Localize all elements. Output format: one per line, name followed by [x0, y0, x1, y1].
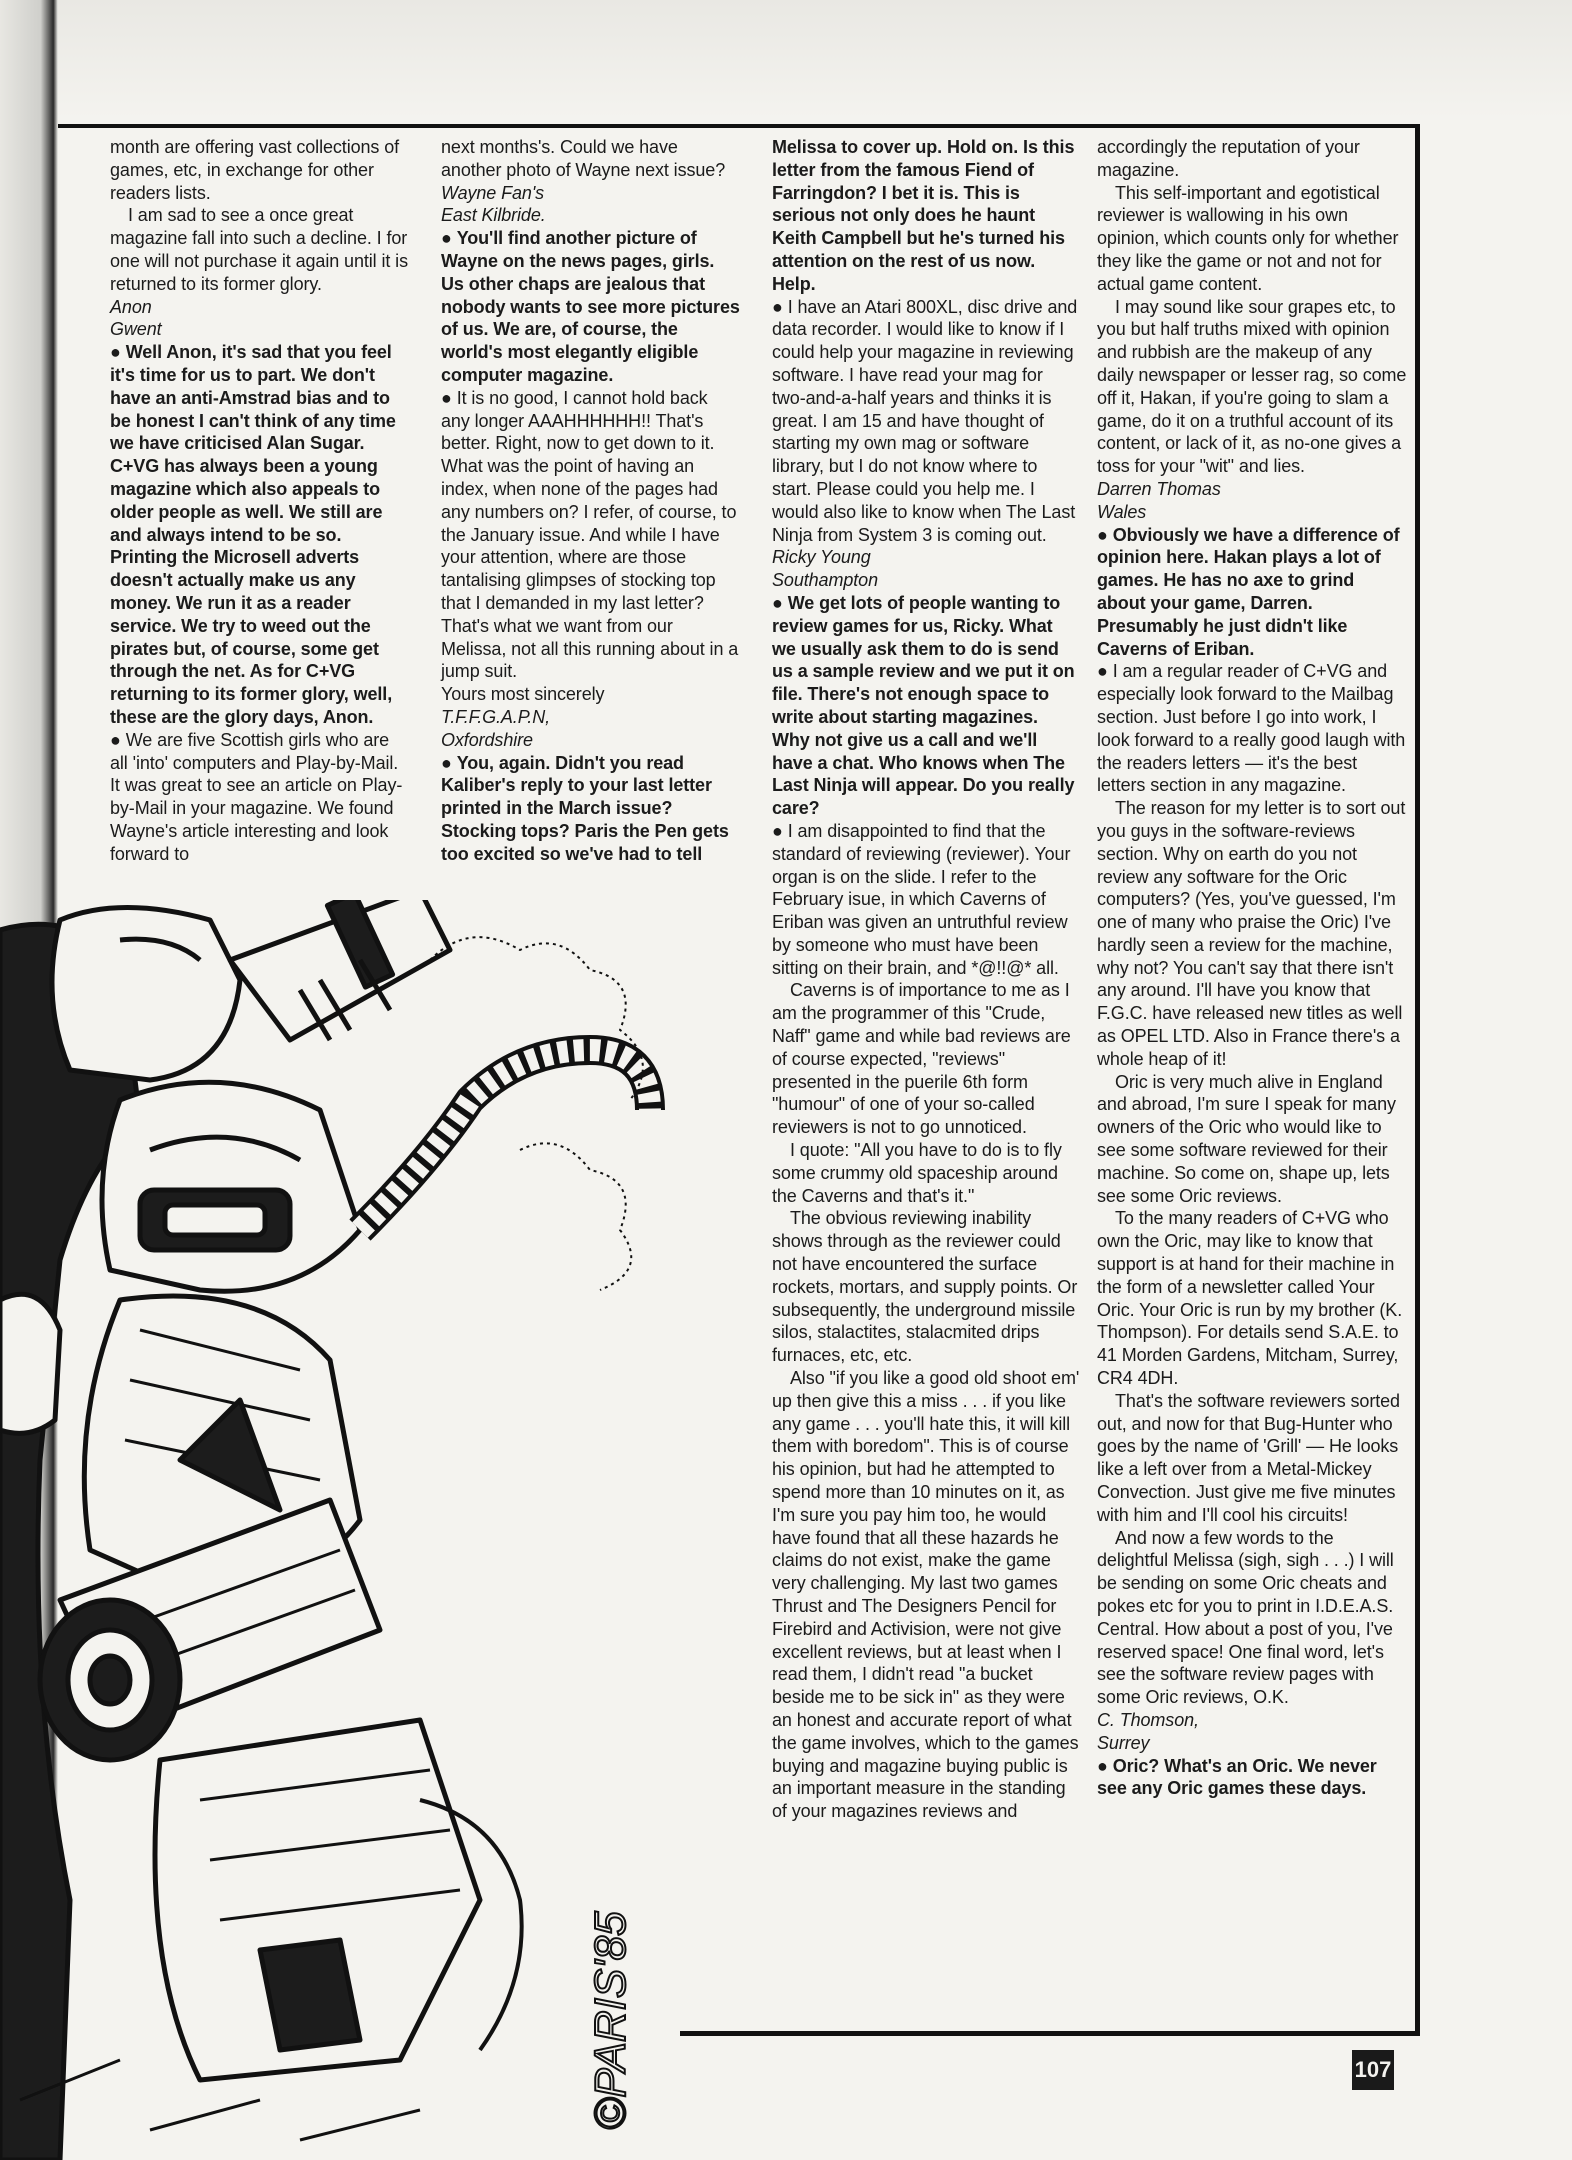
letter-signature: T.F.F.G.A.P.N,: [441, 706, 550, 727]
letter-signature: Southampton: [772, 570, 878, 591]
letter-paragraph: ● I am a regular reader of C+VG and especially look forward to the Mailbag section. Just before I go into work, I look forward to a really good laugh with the readers letters — it's the best letters section in any magazine.: [1097, 660, 1407, 797]
letters-column-2: [441, 136, 741, 866]
letter-paragraph: ● It is no good, I cannot hold back any longer AAAHHHHHH!! That's better. Right, now to get down to it. What was the point of having an index, when none of the pages had any numbers on? I refer, of course, to the January issue. And while I have your attention, where are those tantalising glimpses of stocking top that I demanded in my last letter? That's what we want from our Melissa, not all this running about in a jump suit.: [441, 387, 741, 683]
frame-rule-bottom: [680, 2031, 1420, 2036]
letter-paragraph: Also "if you like a good old shoot em' up then give this a miss . . . if you like any game . . . you'll hate this, it will kill them with boredom". This is of course his opinion, but had he attempted to spend more than 10 minutes on it, as I'm sure you pay him too, he would have found that all these hazards he claims do not exist, make the game very challenging. My last two games Thrust and The Designers Pencil for Firebird and Activision, were not give excellent reviews, but at least when I read them, I didn't read "a bucket beside me to be sick in" as they were an honest and accurate report of what the game involves, which to the games buying and magazine buying public is an important measure in the standing of your magazines reviews and: [772, 1368, 1080, 1822]
letter-signature: Gwent: [110, 319, 162, 340]
letter-paragraph: ● We are five Scottish girls who are all 'into' computers and Play-by-Mail. It was great to see an article on Play-by-Mail in your magazine. We found Wayne's article interesting and look forward to: [110, 729, 410, 866]
letter-signature: Surrey: [1097, 1732, 1150, 1753]
editor-reply: ● We get lots of people wanting to review games for us, Ricky. What we usually ask them to do is send us a sample review and we put it on file. There's not enough space to write about starting magazines. Why not give us a call and we'll have a chat. Who knows when The Last Ninja will appear. Do you really care?: [772, 592, 1080, 820]
letter-paragraph: The obvious reviewing inability shows through as the reviewer could not have encountered the surface rockets, mortars, and supply points. Or subsequently, the underground missile silos, stalactites, stalacmited drips furnaces, etc, etc.: [772, 1208, 1078, 1366]
letter-signature: C. Thomson,: [1097, 1709, 1199, 1730]
letter-paragraph: To the many readers of C+VG who own the Oric, may like to know that support is at hand for their machine in the form of a newsletter called Your Oric. Your Oric is run by my brother (K. Thompson). For details send S.A.E. to 41 Morden Gardens, Mitcham, Surrey, CR4 4DH.: [1097, 1208, 1403, 1389]
letter-signature: Wayne Fan's: [441, 182, 545, 203]
letter-signature: Anon: [110, 296, 152, 317]
page-top-margin: [58, 0, 1572, 118]
page-number: 107: [1352, 2050, 1394, 2090]
artist-signature: ©PARIS'85: [586, 1911, 635, 2130]
letter-paragraph: month are offering vast collections of games, etc, in exchange for other readers lists.: [110, 137, 400, 203]
letter-signature: Oxfordshire: [441, 729, 533, 750]
editor-reply: ● You'll find another picture of Wayne on the news pages, girls. Us other chaps are jealous that nobody wants to see more pictures of us. We are, of course, the world's most elegantly eligible computer magazine.: [441, 227, 741, 387]
letter-signature: Ricky Young: [772, 547, 871, 568]
letters-column-4: [1097, 136, 1407, 1800]
editor-reply: ● Obviously we have a difference of opinion here. Hakan plays a lot of games. He has no axe to grind about your game, Darren. Presumably he just didn't like Caverns of Eriban.: [1097, 524, 1407, 661]
letter-paragraph: The reason for my letter is to sort out you guys in the software-reviews section. Why on earth do you not review any software for the Oric computers? (Yes, you've guessed, I'm one of many who praise the Oric) I've hardly seen a review for the machine, why not? You can't say that there isn't any around. I'll have you know that F.G.C. have released new titles as well as OPEL LTD. Also in France there's a whole heap of it!: [1097, 798, 1406, 1069]
letter-signature: East Kilbride.: [441, 205, 546, 226]
editor-reply: ● You, again. Didn't you read Kaliber's reply to your last letter printed in the March issue? Stocking tops? Paris the Pen gets too excited so we've had to tell: [441, 752, 741, 866]
letter-paragraph: Caverns is of importance to me as I am the programmer of this "Crude, Naff" game and while bad reviews are of course expected, "reviews" presented in the puerile 6th form "humour" of one of your so-called reviewers is not to go unnoticed.: [772, 980, 1071, 1138]
letter-paragraph: And now a few words to the delightful Melissa (sigh, sigh . . .) I will be sending on some Oric cheats and pokes etc for you to print in I.D.E.A.S. Central. How about a post of you, I've reserved space! One final word, let's see the software review pages with some Oric reviews, O.K.: [1097, 1527, 1394, 1708]
editor-reply: Melissa to cover up. Hold on. Is this letter from the famous Fiend of Farringdon? I bet it is. This is serious not only does he haunt Keith Campbell but he's turned his attention on the rest of us now. Help.: [772, 137, 1075, 294]
letter-paragraph: I quote: "All you have to do is to fly some crummy old spaceship around the Caverns and that's it.": [772, 1140, 1062, 1206]
letter-signature: Darren Thomas: [1097, 478, 1221, 499]
letter-paragraph: This self-important and egotistical reviewer is wallowing in his own opinion, which counts only for whether they like the game or not and not for actual game content.: [1097, 182, 1399, 294]
letter-paragraph: ● I am disappointed to find that the standard of reviewing (reviewer). Your organ is on the slide. I refer to the February isue, in which Caverns of Eriban was given an untruthful review by someone who must have been sitting on their brain, and *@!!@* all.: [772, 820, 1080, 980]
letter-paragraph: Yours most sincerely: [441, 684, 605, 705]
letters-column-1: [110, 136, 410, 866]
letter-paragraph: Oric is very much alive in England and abroad, I'm sure I speak for many owners of the Oric who would like to see some software reviewed for their machine. So come on, shape up, lets see some Oric reviews.: [1097, 1071, 1396, 1206]
letters-column-3: [772, 136, 1080, 1823]
letter-paragraph: That's the software reviewers sorted out, and now for that Bug-Hunter who goes by the name of 'Grill' — He looks like a left over from a Metal-Mickey Convection. Just give me five minutes with him and I'll cool his circuits!: [1097, 1390, 1400, 1525]
letter-paragraph: I am sad to see a once great magazine fall into such a decline. I for one will not purchase it again until it is returned to its former glory.: [110, 205, 408, 294]
editor-reply: ● Well Anon, it's sad that you feel it's time for us to part. We don't have an anti-Amstrad bias and to be honest I can't think of any time we have criticised Alan Sugar. C+VG has always been a young magazine which also appeals to older people as well. We still are and always intend to be so. Printing the Microsell adverts doesn't actually make us any money. We run it as a reader service. We try to weed out the pirates but, of course, some get through the net. As for C+VG returning to its former glory, well, these are the glory days, Anon.: [110, 341, 410, 729]
letter-paragraph: ● I have an Atari 800XL, disc drive and data recorder. I would like to know if I could help your magazine in reviewing software. I have read your mag for two-and-a-half years and thinks it is great. I am 15 and have thought of starting my own mag or software library, but I do not know where to start. Please could you help me. I would also like to know when The Last Ninja from System 3 is coming out.: [772, 296, 1080, 547]
frame-rule-top: [58, 124, 1420, 128]
robot-illustration: [0, 900, 680, 2160]
editor-reply: ● Oric? What's an Oric. We never see any Oric games these days.: [1097, 1755, 1407, 1801]
letter-signature: Wales: [1097, 501, 1147, 522]
frame-rule-right: [1415, 124, 1420, 2036]
letter-paragraph: accordingly the reputation of your magazine.: [1097, 137, 1360, 180]
letter-paragraph: next months's. Could we have another photo of Wayne next issue?: [441, 137, 726, 180]
letter-paragraph: I may sound like sour grapes etc, to you but half truths mixed with opinion and rubbish are the makeup of any daily newspaper or lesser rag, so come off it, Hakan, if you're going to slam a game, do it on a truthful account of its content, or lack of it, as no-one gives a toss for your "wit" and lies.: [1097, 296, 1407, 477]
